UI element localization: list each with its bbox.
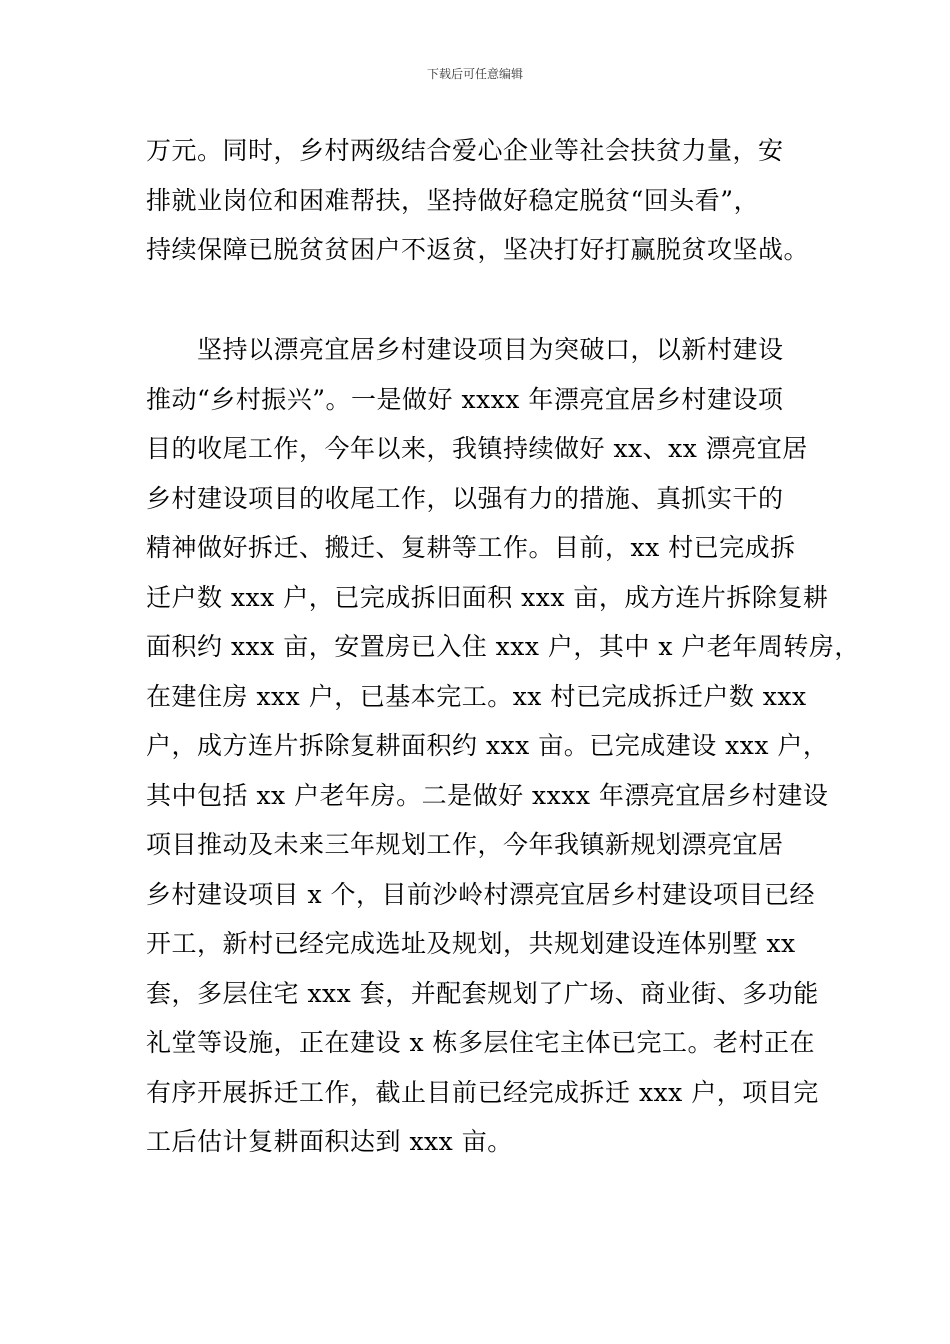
text-line: 其中包括 xx 户老年房。二是做好 xxxx 年漂亮宜居乡村建设: [146, 781, 829, 810]
text-line: 目的收尾工作，今年以来，我镇持续做好 xx、xx 漂亮宜居: [146, 434, 808, 463]
text-line: 有序开展拆迁工作，截止目前已经完成拆迁 xxx 户，项目完: [146, 1078, 819, 1107]
text-line: 面积约 xxx 亩，安置房已入住 xxx 户，其中 x 户老年周转房，: [146, 632, 860, 661]
text-line: 精神做好拆迁、搬迁、复耕等工作。目前，xx 村已完成拆: [146, 533, 796, 562]
text-line: 在建住房 xxx 户，已基本完工。xx 村已完成拆迁户数 xxx: [146, 682, 807, 711]
text-line: 开工，新村已经完成选址及规划，共规划建设连体别墅 xx: [146, 929, 796, 958]
text-line: 排就业岗位和困难帮扶，坚持做好稳定脱贫“回头看”，: [146, 186, 760, 215]
text-line: 乡村建设项目 x 个，目前沙岭村漂亮宜居乡村建设项目已经: [146, 880, 815, 909]
text-line: 工后估计复耕面积达到 xxx 亩。: [146, 1127, 513, 1156]
text-line: 推动“乡村振兴”。一是做好 xxxx 年漂亮宜居乡村建设项: [146, 385, 784, 414]
text-line: 坚持以漂亮宜居乡村建设项目为突破口，以新村建设: [146, 335, 784, 364]
text-line: 项目推动及未来三年规划工作，今年我镇新规划漂亮宜居: [146, 830, 784, 859]
page-header-note: 下载后可任意编辑: [426, 67, 523, 81]
text-line: 迁户数 xxx 户，已完成拆旧面积 xxx 亩，成方连片拆除复耕: [146, 583, 829, 612]
text-line: 乡村建设项目的收尾工作，以强有力的措施、真抓实干的: [146, 484, 784, 513]
text-line: 持续保障已脱贫贫困户不返贫，坚决打好打赢脱贫攻坚战。: [146, 235, 810, 264]
text-line: 礼堂等设施，正在建设 x 栋多层住宅主体已完工。老村正在: [146, 1028, 815, 1057]
text-line: 套，多层住宅 xxx 套，并配套规划了广场、商业街、多功能: [146, 979, 819, 1008]
text-line: 万元。同时，乡村两级结合爱心企业等社会扶贫力量，安: [146, 136, 784, 165]
text-line: 户，成方连片拆除复耕面积约 xxx 亩。已完成建设 xxx 户，: [146, 731, 829, 760]
